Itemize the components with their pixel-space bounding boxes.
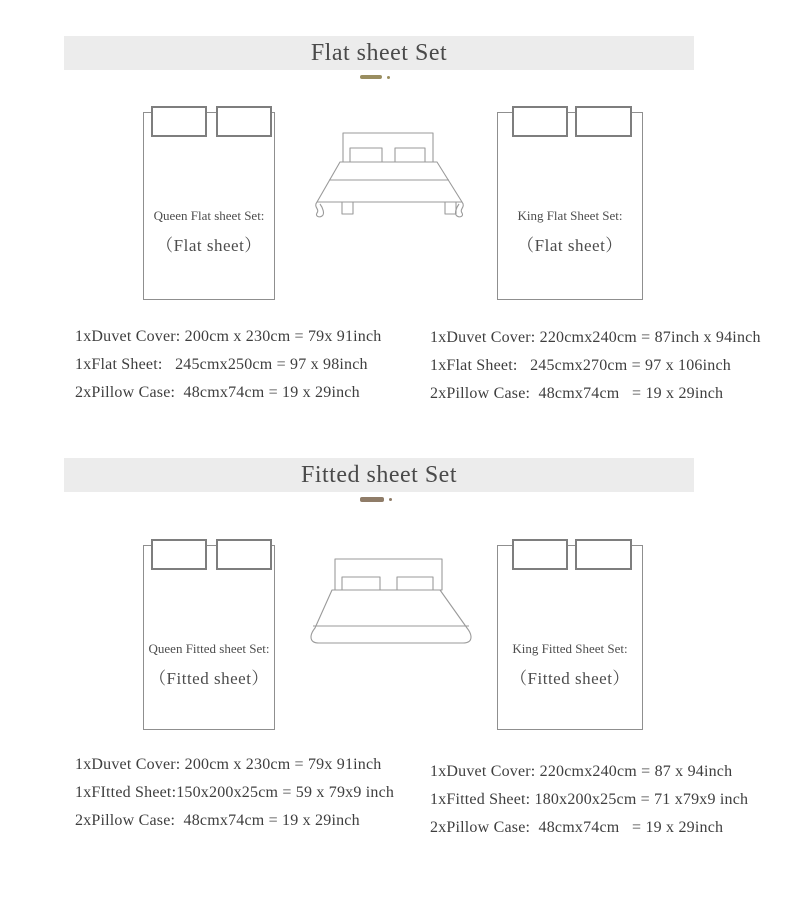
diagram-heading: King Flat Sheet Set: (517, 208, 623, 223)
fitted-sheet-title-bar (64, 458, 694, 492)
diagram-subheading: （Fitted sheet） (149, 669, 269, 688)
fitted-bed-illustration (308, 552, 476, 647)
diagram-heading: King Fitted Sheet Set: (512, 641, 628, 656)
queen-fitted-specs (75, 751, 394, 835)
diagram-heading: Queen Fitted sheet Set: (148, 641, 270, 656)
diagram-heading: Queen Flat sheet Set: (153, 208, 265, 223)
pillow-shape (151, 106, 207, 137)
spec-line: 1xDuvet Cover: 220cmx240cm = 87 x 94inch (430, 763, 733, 780)
pillow-shape (216, 106, 272, 137)
divider-dot (389, 498, 392, 501)
divider-line (360, 75, 382, 79)
pillow-shape (575, 539, 632, 570)
pillow-shape (575, 106, 632, 137)
diagram-subheading: （Flat sheet） (156, 236, 262, 255)
king-fitted-specs (430, 758, 748, 842)
pillow-shape (512, 106, 568, 137)
flat-bed-illustration (312, 130, 470, 220)
spec-line: 2xPillow Case: 48cmx74cm = 19 x 29inch (430, 385, 724, 402)
spec-line: 2xPillow Case: 48cmx74cm = 19 x 29inch (75, 812, 360, 829)
spec-line: 1xDuvet Cover: 200cm x 230cm = 79x 91inch (75, 756, 382, 773)
king-flat-specs (430, 324, 761, 408)
spec-line: 2xPillow Case: 48cmx74cm = 19 x 29inch (430, 819, 724, 836)
spec-line: 1xFItted Sheet:150x200x25cm = 59 x 79x9 inch (75, 784, 395, 801)
queen-flat-specs (75, 323, 382, 407)
diagram-subheading: （Fitted sheet） (510, 669, 630, 688)
queen-flat-sheet-diagram (143, 112, 275, 300)
flat-sheet-title-bar (64, 36, 694, 70)
spec-line: 1xDuvet Cover: 220cmx240cm = 87inch x 94inch (430, 329, 761, 346)
king-flat-sheet-diagram (497, 112, 643, 300)
spec-line: 1xDuvet Cover: 200cm x 230cm = 79x 91inch (75, 328, 382, 345)
spec-line: 1xFlat Sheet: 245cmx270cm = 97 x 106inch (430, 357, 731, 374)
king-fitted-sheet-diagram (497, 545, 643, 730)
spec-line: 2xPillow Case: 48cmx74cm = 19 x 29inch (75, 384, 360, 401)
queen-fitted-sheet-diagram (143, 545, 275, 730)
divider-dot (387, 76, 390, 79)
flat-section-divider (360, 74, 390, 80)
spec-line: 1xFitted Sheet: 180x200x25cm = 71 x79x9 inch (430, 791, 749, 808)
divider-line (360, 497, 384, 502)
pillow-shape (216, 539, 272, 570)
pillow-shape (151, 539, 207, 570)
fitted-section-divider (360, 496, 392, 502)
fitted-sheet-section-title: Fitted sheet Set (301, 461, 457, 488)
diagram-subheading: （Flat sheet） (517, 236, 623, 255)
flat-sheet-section-title: Flat sheet Set (310, 39, 448, 66)
spec-line: 1xFlat Sheet: 245cmx250cm = 97 x 98inch (75, 356, 368, 373)
pillow-shape (512, 539, 568, 570)
